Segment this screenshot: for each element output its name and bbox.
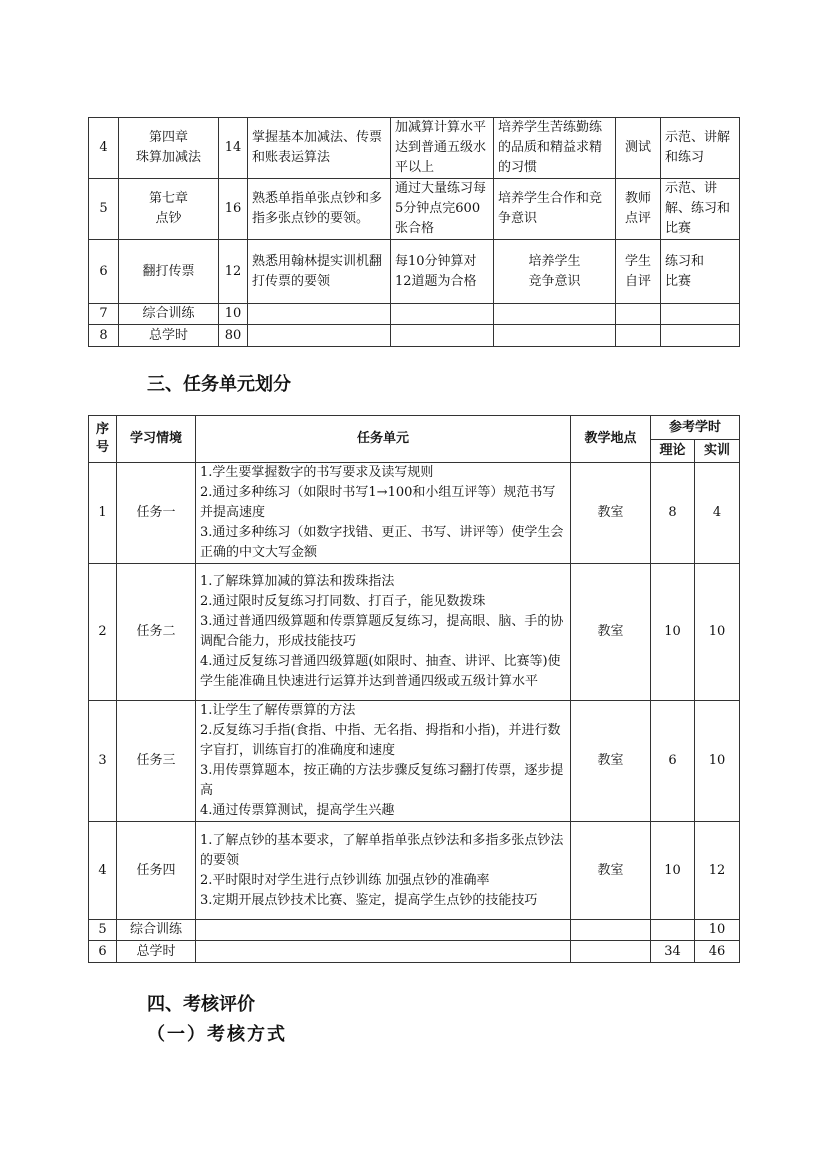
subsection-title: （一）考核方式 <box>147 1024 287 1045</box>
row-number: 8 <box>89 325 119 347</box>
empty-cell <box>616 304 661 325</box>
row-number: 3 <box>89 701 117 822</box>
task-practice: 10 <box>695 701 740 822</box>
task-place: 教室 <box>571 463 651 564</box>
table-row <box>89 564 740 701</box>
chapter-quality: 培养学生苦练勤练的品质和精益求精的习惯 <box>494 118 616 179</box>
header-unit: 任务单元 <box>196 416 571 463</box>
empty-cell <box>391 304 494 325</box>
row-number: 1 <box>89 463 117 564</box>
chapter-method: 练习和 比赛 <box>661 240 740 304</box>
task-theory: 34 <box>651 941 695 963</box>
chapter-hours: 10 <box>219 304 248 325</box>
task-unit: 1.学生要掌握数字的书写要求及读写规则 2.通过多种练习（如限时书写1→100和小组互评等）规范书写并提高速度 3.通过多种练习（如数字找错、更正、书写、讲评等）使学生会正确的中文大写金额 <box>196 463 571 564</box>
empty-cell <box>616 325 661 347</box>
table-row <box>89 325 740 347</box>
row-number: 5 <box>89 920 117 941</box>
row-number: 7 <box>89 304 119 325</box>
task-theory: 10 <box>651 564 695 701</box>
task-practice: 10 <box>695 564 740 701</box>
header-situation: 学习情境 <box>117 416 196 463</box>
empty-cell <box>248 325 391 347</box>
chapter-hours: 14 <box>219 118 248 179</box>
chapter-goal: 加减算计算水平达到普通五级水平以上 <box>391 118 494 179</box>
chapter-goal: 每10分钟算对12道题为合格 <box>391 240 494 304</box>
chapter-name: 总学时 <box>119 325 219 347</box>
task-situation: 总学时 <box>117 941 196 963</box>
chapter-name: 第四章 珠算加减法 <box>119 118 219 179</box>
task-theory: 8 <box>651 463 695 564</box>
table-row <box>89 118 740 179</box>
task-theory: 10 <box>651 822 695 920</box>
empty-cell <box>494 304 616 325</box>
empty-cell <box>571 941 651 963</box>
row-number: 4 <box>89 118 119 179</box>
task-situation: 任务四 <box>117 822 196 920</box>
section-title: 四、考核评价 <box>147 994 255 1015</box>
task-practice: 12 <box>695 822 740 920</box>
header-ref-hours: 参考学时 <box>651 416 740 440</box>
task-practice: 4 <box>695 463 740 564</box>
chapter-quality: 培养学生合作和竞争意识 <box>494 179 616 240</box>
chapter-hours: 12 <box>219 240 248 304</box>
task-situation: 任务三 <box>117 701 196 822</box>
header-theory: 理论 <box>651 440 695 463</box>
table-row <box>89 240 740 304</box>
task-unit-table <box>88 415 740 963</box>
task-situation: 综合训练 <box>117 920 196 941</box>
task-unit: 1.让学生了解传票算的方法 2.反复练习手指(食指、中指、无名指、拇指和小指)，并进行数字盲打，训练盲打的准确度和速度 3.用传票算题本，按正确的方法步骤反复练习翻打传票，逐步提高 4.通过传票算测试，提高学生兴趣 <box>196 701 571 822</box>
row-number: 6 <box>89 941 117 963</box>
chapter-content: 熟悉单指单张点钞和多指多张点钞的要领。 <box>248 179 391 240</box>
table-row <box>89 822 740 920</box>
chapter-name: 综合训练 <box>119 304 219 325</box>
chapter-quality: 培养学生 竞争意识 <box>494 240 616 304</box>
table-row <box>89 920 740 941</box>
chapter-content: 掌握基本加减法、传票和账表运算法 <box>248 118 391 179</box>
task-unit: 1.了解点钞的基本要求，了解单指单张点钞法和多指多张点钞法的要领 2.平时限时对学生进行点钞训练 加强点钞的准确率 3.定期开展点钞技术比赛、鉴定，提高学生点钞的技能技巧 <box>196 822 571 920</box>
header-number: 序 号 <box>89 416 117 463</box>
chapter-eval: 教师点评 <box>616 179 661 240</box>
chapter-hours: 16 <box>219 179 248 240</box>
chapter-method: 示范、讲解、练习和比赛 <box>661 179 740 240</box>
empty-cell <box>196 920 571 941</box>
header-place: 教学地点 <box>571 416 651 463</box>
empty-cell <box>196 941 571 963</box>
row-number: 2 <box>89 564 117 701</box>
chapter-goal: 通过大量练习每5分钟点完600张合格 <box>391 179 494 240</box>
task-unit: 1.了解珠算加减的算法和拨珠指法 2.通过限时反复练习打同数、打百子，能见数拨珠 3.通过普通四级算题和传票算题反复练习，提高眼、脑、手的协调配合能力，形成技能技巧 4.通过反复练习普通四级算题(如限时、抽查、讲评、比赛等)使学生能准确且快速进行运算并达到普通四级或五级计算水平 <box>196 564 571 701</box>
table-row <box>89 701 740 822</box>
header-practice: 实训 <box>695 440 740 463</box>
chapter-hours: 80 <box>219 325 248 347</box>
table-row <box>89 463 740 564</box>
chapter-content: 熟悉用翰林提实训机翻打传票的要领 <box>248 240 391 304</box>
task-theory: 6 <box>651 701 695 822</box>
task-practice: 46 <box>695 941 740 963</box>
chapter-eval: 学生自评 <box>616 240 661 304</box>
task-practice: 10 <box>695 920 740 941</box>
table-row <box>89 304 740 325</box>
empty-cell <box>651 920 695 941</box>
task-place: 教室 <box>571 701 651 822</box>
section-title: 三、任务单元划分 <box>147 374 291 395</box>
course-chapter-table <box>88 117 740 347</box>
empty-cell <box>571 920 651 941</box>
row-number: 4 <box>89 822 117 920</box>
table-row <box>89 941 740 963</box>
empty-cell <box>494 325 616 347</box>
empty-cell <box>391 325 494 347</box>
task-situation: 任务二 <box>117 564 196 701</box>
task-situation: 任务一 <box>117 463 196 564</box>
empty-cell <box>661 325 740 347</box>
task-place: 教室 <box>571 564 651 701</box>
chapter-name: 第七章 点钞 <box>119 179 219 240</box>
empty-cell <box>248 304 391 325</box>
task-place: 教室 <box>571 822 651 920</box>
row-number: 6 <box>89 240 119 304</box>
empty-cell <box>661 304 740 325</box>
chapter-name: 翻打传票 <box>119 240 219 304</box>
chapter-method: 示范、讲解和练习 <box>661 118 740 179</box>
header-row <box>89 416 740 440</box>
row-number: 5 <box>89 179 119 240</box>
chapter-eval: 测试 <box>616 118 661 179</box>
table-row <box>89 179 740 240</box>
